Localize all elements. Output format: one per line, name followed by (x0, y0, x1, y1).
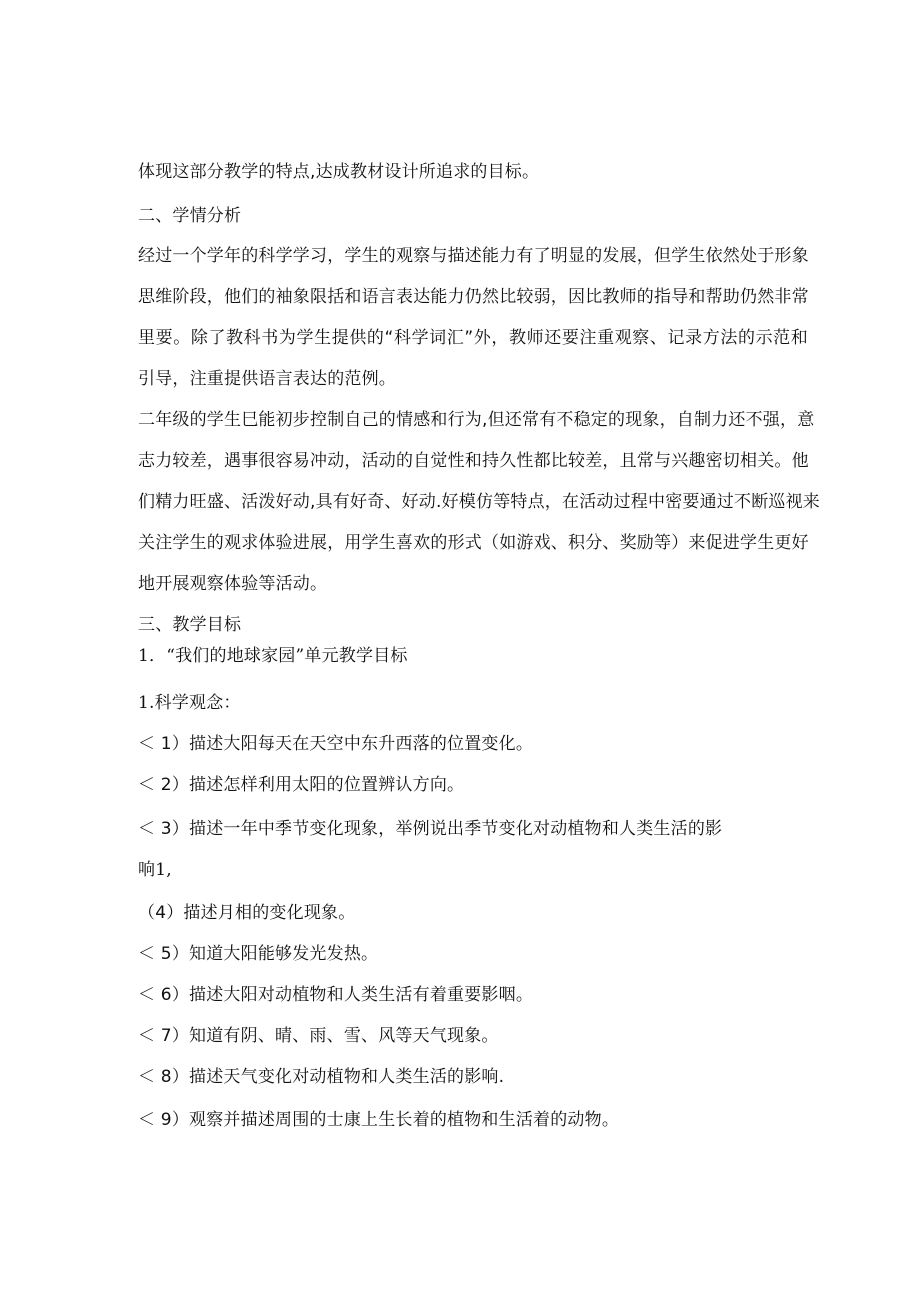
list-item-3-continuation: 响1, (138, 860, 172, 880)
paragraph-line-8: 们精力旺盛、活泼好动,具有好奇、好动.好模仿等特点，在活动过程中密要通过不断巡视来 (138, 492, 821, 512)
list-item-1: ＜ 1）描述大阳每天在天空中东升西落的位置变化。 (138, 734, 534, 754)
list-item-7: ＜ 7）知道有阴、晴、雨、雪、风等天气现象。 (138, 1026, 499, 1046)
list-item-9: ＜ 9）观察并描述周围的士康上生长着的植物和生活着的动物。 (138, 1110, 620, 1130)
paragraph-line-4: 里要。除了教科书为学生提供的“科学词汇”外，教师还要注重观察、记录方法的示范和 (138, 328, 808, 348)
paragraph-line-2: 经过一个学年的科学学习，学生的观察与描述能力有了明显的发展，但学生依然处于形象 (138, 246, 809, 266)
paragraph-line-7: 志力较差，遇事很容易冲动，活动的自觉性和持久性都比较差，且常与兴趣密切相关。他 (138, 451, 809, 471)
paragraph-line-6: 二年级的学生巳能初步控制自己的情感和行为,但还常有不稳定的现象，自制力还不强，意 (138, 410, 815, 430)
list-item-5: ＜ 5）知道大阳能够发光发热。 (138, 944, 379, 964)
paragraph-line-5: 引导，注重提供语言表达的范例。 (138, 369, 396, 389)
section-heading-teaching-goals: 三、教学目标 (138, 615, 242, 635)
paragraph-line-9: 关注学生的观求体验进展，用学生喜欢的形式（如游戏、积分、奖励等）来促进学生更好 (138, 533, 809, 553)
section-heading-learning-analysis: 二、学情分析 (138, 206, 242, 226)
paragraph-line-10: 地开展观察体验等活动。 (138, 574, 328, 594)
science-concept-heading: 1.科学观念： (138, 693, 241, 713)
list-item-4: （4）描述月相的变化现象。 (138, 903, 356, 923)
unit-goal-heading: 1．“我们的地球家园”单元教学目标 (138, 646, 408, 666)
list-item-2: ＜ 2）描述怎样利用太阳的位置辨认方向。 (138, 775, 465, 795)
paragraph-line-1: 体现这部分教学的特点,达成教材设计所追求的目标。 (138, 162, 540, 182)
list-item-8: ＜ 8）描述天气变化对动植物和人类生活的影响. (138, 1067, 505, 1087)
list-item-3: ＜ 3）描述一年中季节变化现象，举例说出季节变化对动植物和人类生活的影 (138, 819, 723, 839)
paragraph-line-3: 思维阶段，他们的袖象限括和语言表达能力仍然比较弱，因比教师的指导和帮助仍然非常 (138, 287, 809, 307)
list-item-6: ＜ 6）描述大阳对动植物和人类生活有着重要影咽。 (138, 985, 534, 1005)
